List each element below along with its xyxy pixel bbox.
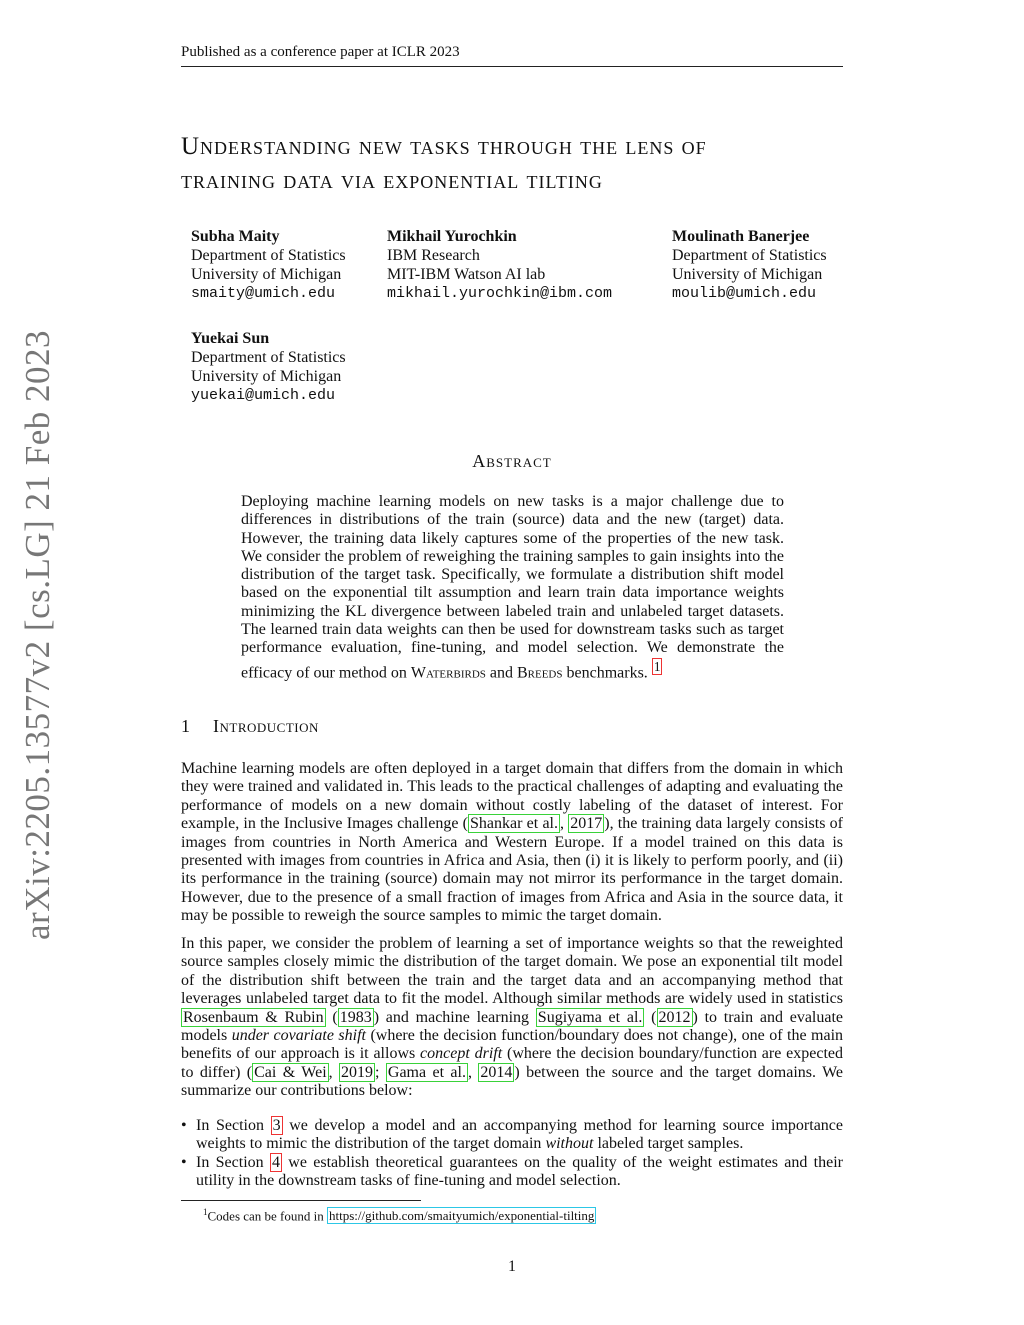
footnote — [203, 1207, 596, 1224]
text-run: ( — [325, 1008, 338, 1026]
text-run: ( — [644, 1008, 657, 1026]
citation-link[interactable]: 2019 — [341, 1063, 374, 1081]
author-org: University of Michigan — [191, 266, 342, 283]
running-header: Published as a conference paper at ICLR 2023 — [181, 44, 843, 67]
author-name: Subha Maity — [191, 228, 280, 245]
text-run: , — [560, 815, 569, 833]
section-heading — [181, 716, 319, 737]
footnote-ref-link[interactable]: 1 — [653, 658, 661, 674]
contributions-list — [181, 1117, 843, 1191]
abstract-heading: Abstract — [472, 451, 552, 471]
section-ref-link[interactable]: 4 — [271, 1153, 280, 1171]
author-dept: Department of Statistics — [191, 349, 346, 366]
text-run: In Section — [196, 1153, 270, 1171]
text-run: ; — [375, 1063, 386, 1081]
footnote-text: Codes can be found in — [207, 1208, 328, 1224]
code-url-link[interactable]: https://github.com/smaityumich/exponential-tilting — [329, 1208, 595, 1224]
author-name: Mikhail Yurochkin — [387, 228, 517, 245]
citation-link[interactable]: 2014 — [480, 1063, 513, 1081]
section-ref-link[interactable]: 3 — [272, 1117, 281, 1134]
citation-link[interactable]: 2012 — [658, 1008, 691, 1026]
author-block — [191, 329, 346, 405]
text-run: , — [467, 1063, 479, 1081]
text-run: (where the decision boundary/function are expected to differ) ( — [181, 1045, 843, 1081]
benchmark-name: Breeds — [516, 664, 563, 681]
title-line-2: training data via exponential tilting — [181, 167, 603, 194]
citation-link[interactable]: 1983 — [339, 1008, 372, 1026]
text-run: In Section — [196, 1117, 271, 1134]
title-line-1: Understanding new tasks through the lens of — [181, 133, 707, 160]
intro-paragraph-1 — [181, 760, 843, 926]
emphasis: concept drift — [420, 1045, 503, 1063]
author-dept: Department of Statistics — [191, 247, 346, 264]
text-run: ) between the source and the target domains. We summarize our contributions below: — [181, 1063, 844, 1100]
citation-link[interactable]: 2017 — [570, 815, 603, 833]
footnote-mark: 1 — [203, 1207, 208, 1217]
citation-link[interactable]: Gama et al. — [387, 1063, 466, 1081]
abstract-body — [241, 493, 784, 682]
text-run: ), the training data largely consists of images from countries in North America and Western Europe. If a model trained on this data is presented with images from countries in Africa and Asia, then (i) it is likely to perform poorly, and (ii) its performance in the training (source) domain may not mirror its performance in the target domain. However, due to the presence of a small fraction of images from Africa and Asia in the source data, it may be possible to reweigh the source samples to mimic the target domain. — [181, 815, 844, 925]
author-email[interactable]: moulib@umich.edu — [672, 285, 817, 302]
emphasis: under covariate shift — [231, 1027, 366, 1045]
text-run: , — [328, 1063, 340, 1081]
author-name: Moulinath Banerjee — [672, 228, 810, 245]
abstract-text: Deploying machine learning models on new tasks is a major challenge due to differences in distributions of the train (source) data and the new (target) data. However, the training data likely captures some of the properties of the new task. We consider the problem of reweighing the training samples to gain insights into the distribution of the target task. Specifically, we formulate a distribution shift model based on the exponential tilt assumption and learn train data importance weights minimizing the KL divergence between labeled train and unlabeled target datasets. The learned train data weights can then be used for downstream tasks such as target performance evaluation, fine-tuning, and model selection. We demonstrate the efficacy of our method on — [241, 493, 784, 681]
author-org: University of Michigan — [672, 266, 823, 283]
list-item — [181, 1117, 843, 1154]
arxiv-stamp: arXiv:2205.13577v2 [cs.LG] 21 Feb 2023 — [18, 329, 57, 940]
benchmark-name: Waterbirds — [410, 664, 486, 681]
citation-link[interactable]: Shankar et al. — [470, 815, 558, 833]
author-block — [672, 227, 827, 303]
citation-link[interactable]: Cai & Wei — [254, 1063, 327, 1081]
page-number: 1 — [508, 1258, 516, 1275]
footnote-divider — [181, 1200, 421, 1201]
abstract-tail: benchmarks. — [566, 664, 648, 681]
author-block — [191, 227, 346, 303]
author-org: University of Michigan — [191, 368, 342, 385]
bullet-icon: • — [181, 1117, 187, 1134]
section-title: Introduction — [213, 716, 319, 736]
section-number: 1 — [181, 716, 191, 736]
author-dept: Department of Statistics — [672, 247, 827, 264]
author-name: Yuekai Sun — [191, 330, 270, 347]
emphasis: without — [545, 1135, 594, 1153]
paper-title — [181, 130, 861, 198]
text-run: ) and machine learning — [373, 1008, 536, 1026]
text-run: Machine learning models are often deployed in a target domain that differs from the domain in which they were trained and validated in. This leads to the practical challenges of adapting and evaluating the performance of models on a new domain without costly labeling of the dataset of interest. For example, in the Inclusive Images challenge ( — [181, 760, 843, 833]
author-org: MIT-IBM Watson AI lab — [387, 266, 546, 283]
author-email[interactable]: yuekai@umich.edu — [191, 387, 336, 404]
text-run: labeled target samples. — [593, 1135, 744, 1153]
intro-paragraph-2 — [181, 935, 843, 1101]
citation-link[interactable]: Rosenbaum & Rubin — [183, 1008, 324, 1026]
author-email[interactable]: smaity@umich.edu — [191, 285, 336, 302]
list-item — [181, 1154, 843, 1191]
author-dept: IBM Research — [387, 247, 480, 264]
citation-link[interactable]: Sugiyama et al. — [537, 1008, 643, 1026]
text-run: ) to train and evaluate models — [181, 1008, 844, 1045]
bullet-icon: • — [181, 1153, 187, 1171]
author-block — [387, 227, 612, 303]
author-email[interactable]: mikhail.yurochkin@ibm.com — [387, 285, 613, 302]
text-run: we develop a model and an accompanying method for learning source importance weights to mimic the distribution of the target domain — [196, 1117, 843, 1153]
text-run: (where the decision function/boundary does not change), one of the main benefits of our approach is it allows — [181, 1027, 844, 1063]
text-run: we establish theoretical guarantees on the quality of the weight estimates and their utility in the downstream tasks of fine-tuning and model selection. — [196, 1153, 843, 1190]
text-run: In this paper, we consider the problem of learning a set of importance weights so that the reweighted source samples closely mimic the distribution of the target domain. We pose an exponential tilt model of the distribution shift between the train and the target data and an accompanying method that leverages unlabeled target data to fit the model. Although similar methods are widely used in statistics — [181, 935, 843, 1008]
abstract-and: and — [489, 664, 513, 681]
